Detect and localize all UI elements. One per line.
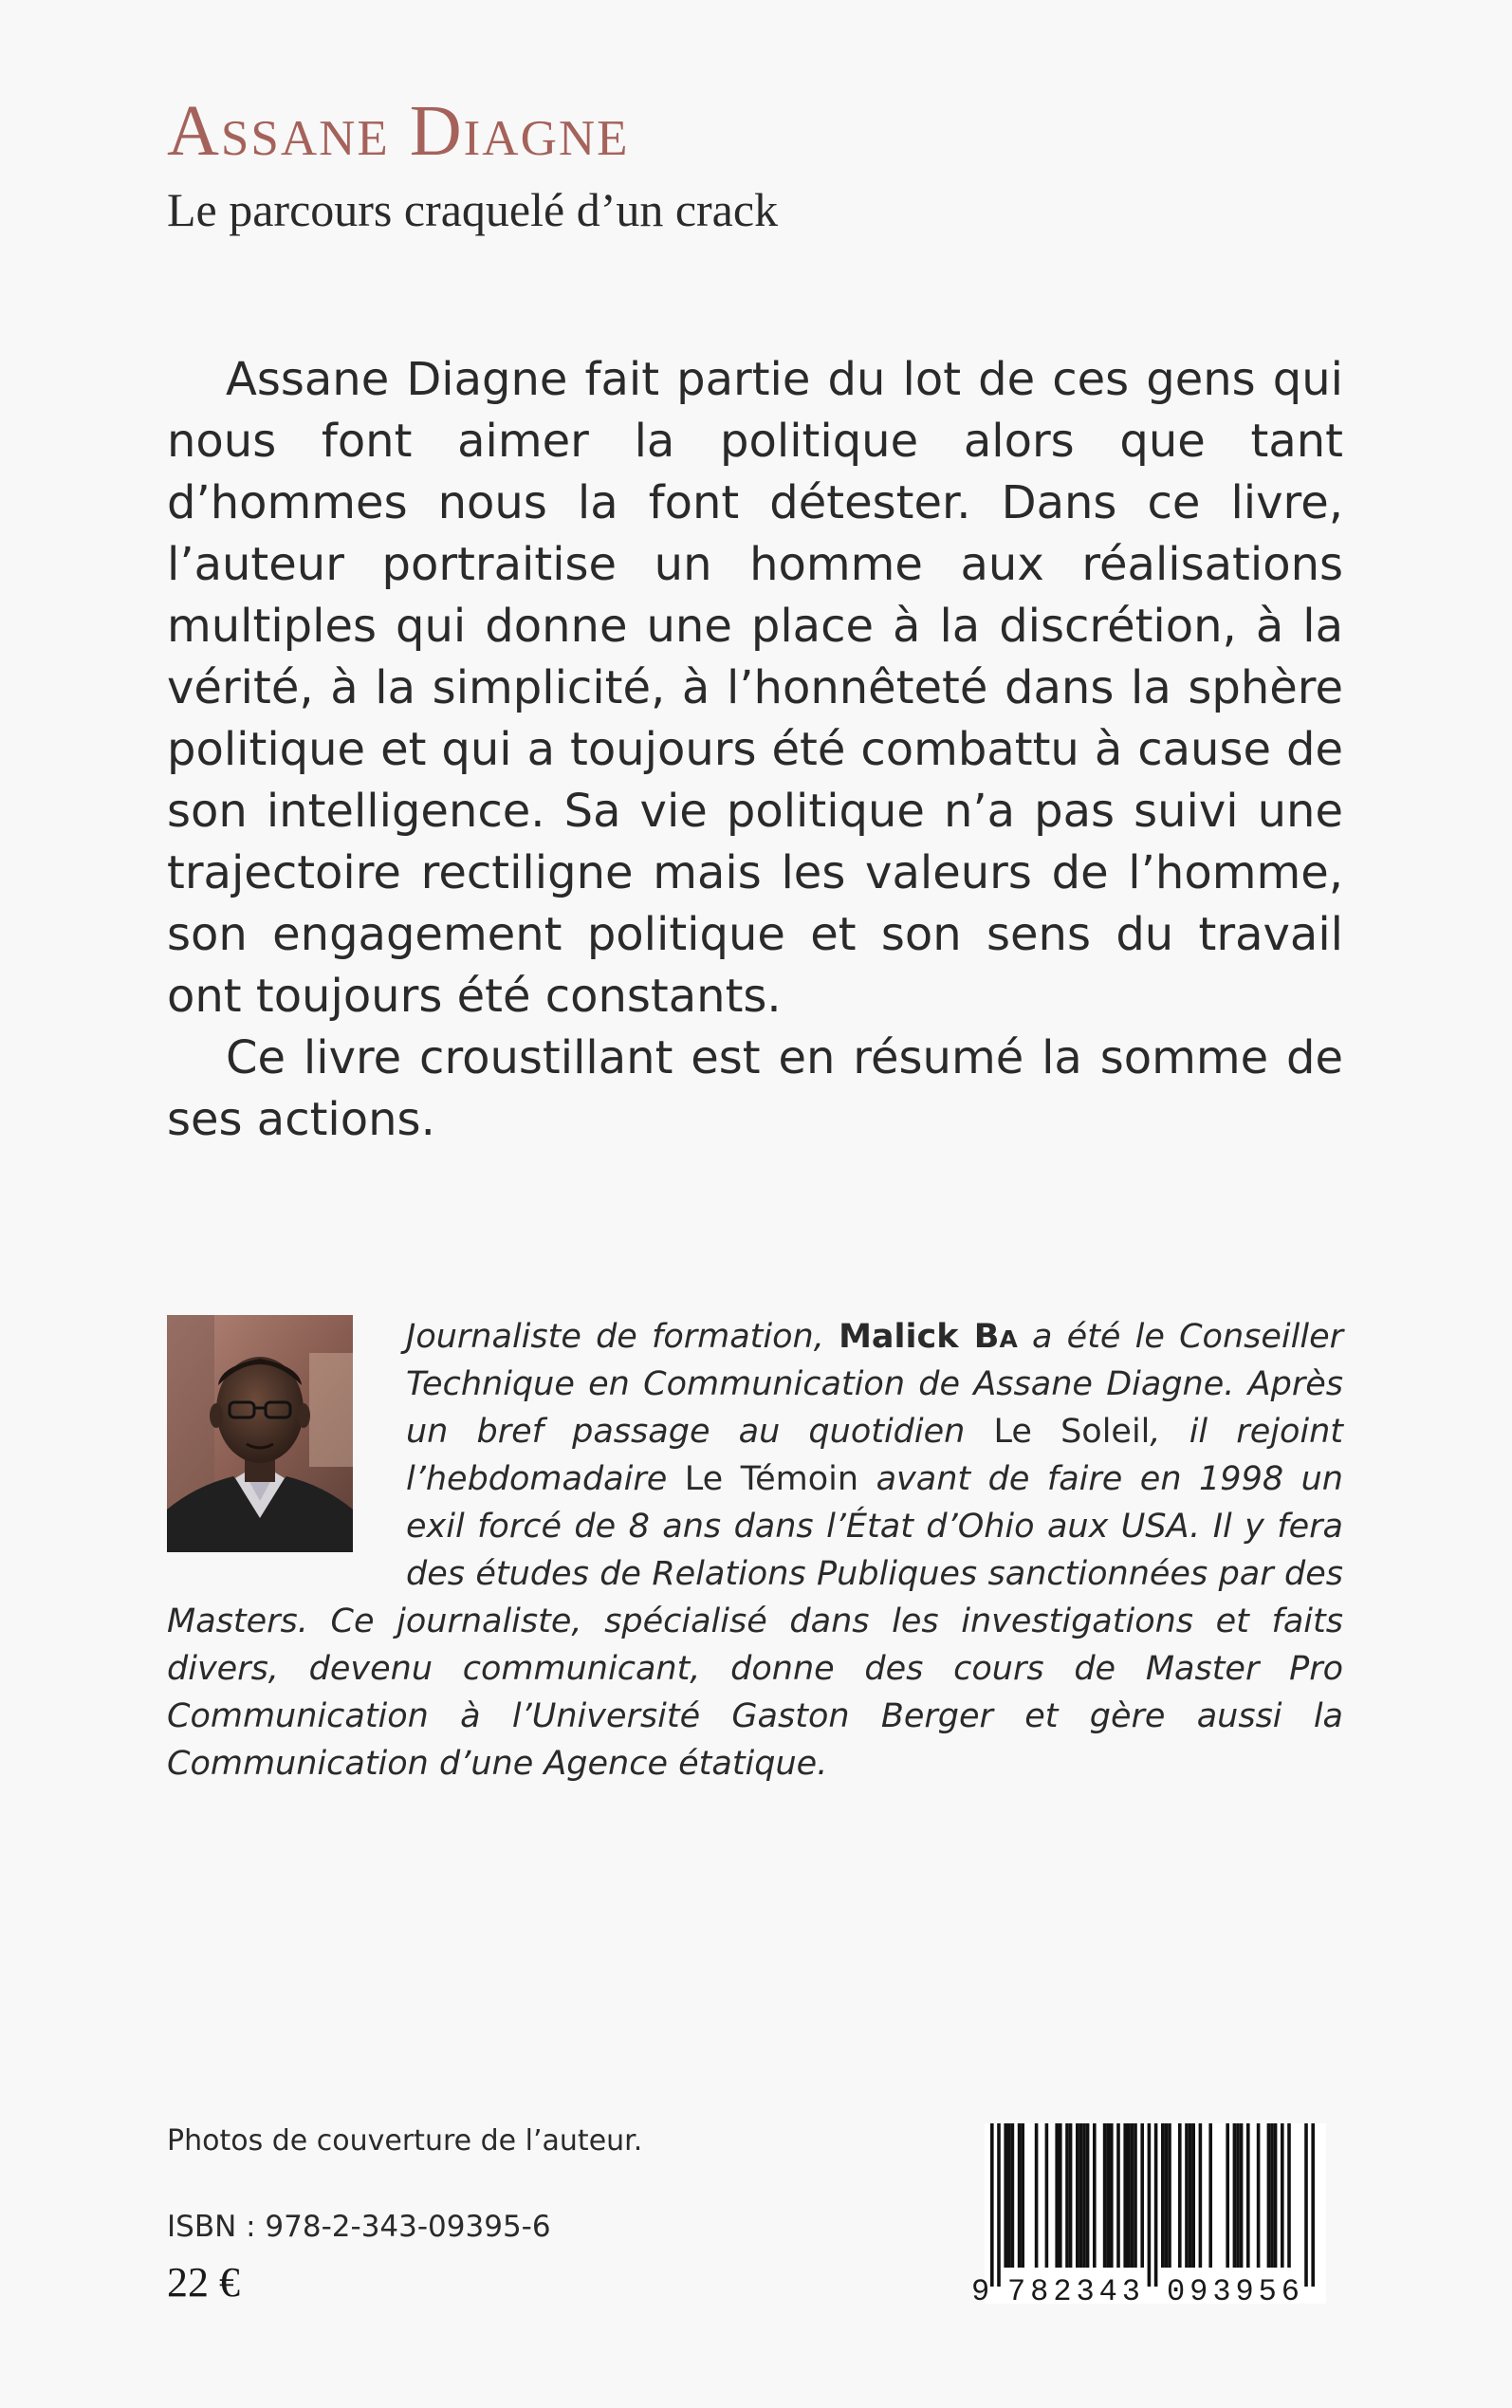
barcode-bar — [1004, 2123, 1007, 2268]
barcode-bar — [1103, 2123, 1107, 2268]
barcode-bar — [1257, 2123, 1261, 2268]
photo-credit: Photos de couverture de l’auteur. — [167, 2124, 643, 2158]
book-title: Assane Diagne — [167, 91, 630, 171]
book-subtitle: Le parcours craquelé d’un crack — [167, 183, 779, 236]
ean13-barcode-image — [971, 2123, 1328, 2304]
barcode-bar — [1079, 2123, 1083, 2268]
newspaper-name: Le Témoin — [684, 1460, 859, 1498]
barcode-bar — [997, 2123, 1001, 2287]
photo-wrap-spacer — [167, 1313, 406, 1556]
barcode-bar — [1246, 2123, 1250, 2268]
barcode-bar — [1287, 2123, 1291, 2268]
bio-text: a été le Conseiller Technique en Communication de Assane Diagne. Après un bref passage au quotidien — [406, 1318, 1344, 1451]
barcode-bar — [1154, 2123, 1158, 2287]
blurb-paragraph: Assane Diagne fait partie du lot de ces gens qui nous font aimer la politique alors que tant d’hommes nous la font détester. Dans ce livre, l’auteur portraitise un homme aux réalisations multiples qui donne une place à la discrétion, à la vérité, à la simplicité, à l’honnêteté dans la sphère politique et qui a toujours été combattu à cause de son intelligence. Sa vie politique n’a pas suivi une trajectoire rectiligne mais les valeurs de l’homme, son engagement politique et son sens du travail ont toujours été constants. — [167, 353, 1343, 1023]
barcode-bar — [1208, 2123, 1212, 2268]
bio-text: , il rejoint l’hebdomadaire — [406, 1413, 1343, 1498]
barcode-bar — [1168, 2123, 1171, 2268]
barcode-bar — [1069, 2123, 1073, 2268]
barcode-bar — [1035, 2123, 1039, 2268]
barcode — [971, 2123, 1328, 2304]
barcode-first-digit: 9 — [971, 2274, 990, 2304]
barcode-bar — [1093, 2123, 1097, 2268]
isbn: ISBN : 978-2-343-09395-6 — [167, 2210, 551, 2244]
barcode-bar — [1191, 2123, 1195, 2268]
barcode-bar — [1281, 2123, 1284, 2268]
barcode-bar — [1148, 2123, 1152, 2287]
barcode-bar — [1065, 2123, 1069, 2268]
author-first-name: Malick — [839, 1318, 974, 1356]
barcode-bar — [1018, 2123, 1022, 2268]
barcode-bar — [1011, 2123, 1015, 2268]
author-last-name: Ba — [973, 1318, 1018, 1356]
barcode-bar — [1267, 2123, 1271, 2268]
barcode-bar — [1165, 2123, 1169, 2268]
barcode-bar — [1311, 2123, 1315, 2287]
author-biography — [167, 1313, 1343, 1787]
barcode-bar — [1116, 2123, 1120, 2268]
barcode-bar — [1110, 2123, 1114, 2268]
barcode-bar — [1140, 2123, 1144, 2268]
barcode-bar — [1127, 2123, 1131, 2268]
barcode-bar — [1086, 2123, 1090, 2268]
barcode-bar — [1007, 2123, 1011, 2268]
barcode-bar — [1270, 2123, 1274, 2268]
barcode-bar — [1226, 2123, 1229, 2268]
barcode-bar — [1059, 2123, 1062, 2268]
barcode-bar — [1189, 2123, 1192, 2268]
barcode-bar — [1161, 2123, 1165, 2268]
barcode-right-digits: 093956 — [1167, 2274, 1300, 2304]
price: 22 € — [167, 2259, 240, 2306]
barcode-bar — [1240, 2123, 1244, 2268]
barcode-bar — [1123, 2123, 1127, 2268]
newspaper-name: Le Soleil — [993, 1413, 1151, 1451]
barcode-bar — [1274, 2123, 1278, 2268]
bio-text: Journaliste de formation, — [406, 1318, 839, 1356]
barcode-bar — [990, 2123, 994, 2287]
barcode-bar — [1021, 2123, 1024, 2268]
barcode-bar — [1134, 2123, 1137, 2268]
barcode-left-digits: 782343 — [1007, 2274, 1140, 2304]
barcode-bar — [1185, 2123, 1189, 2268]
author-name — [839, 1318, 1018, 1356]
barcode-bar — [1131, 2123, 1134, 2268]
barcode-bar — [1106, 2123, 1110, 2268]
barcode-bar — [1233, 2123, 1237, 2268]
barcode-bar — [1076, 2123, 1079, 2268]
barcode-bar — [1055, 2123, 1059, 2268]
barcode-bar — [1304, 2123, 1308, 2287]
blurb-paragraph: Ce livre croustillant est en résumé la somme de ses actions. — [167, 1031, 1343, 1146]
barcode-bar — [1045, 2123, 1049, 2268]
book-blurb — [167, 349, 1343, 1151]
barcode-bar — [1236, 2123, 1240, 2268]
barcode-bar — [1082, 2123, 1086, 2268]
barcode-bar — [1178, 2123, 1182, 2268]
barcode-bar — [1199, 2123, 1203, 2268]
bio-text: avant de faire en 1998 un exil forcé de 8 ans dans l’État d’Ohio aux USA. Il y fera des études de Relations Publiques sanctionnées par des Masters. Ce journaliste, spécialisé dans les investigations et faits divers, devenu communicant, donne des cours de Master Pro Communication à l’Université Gaston Berger et gère aussi la Communication d’une Agence étatique. — [167, 1460, 1343, 1783]
